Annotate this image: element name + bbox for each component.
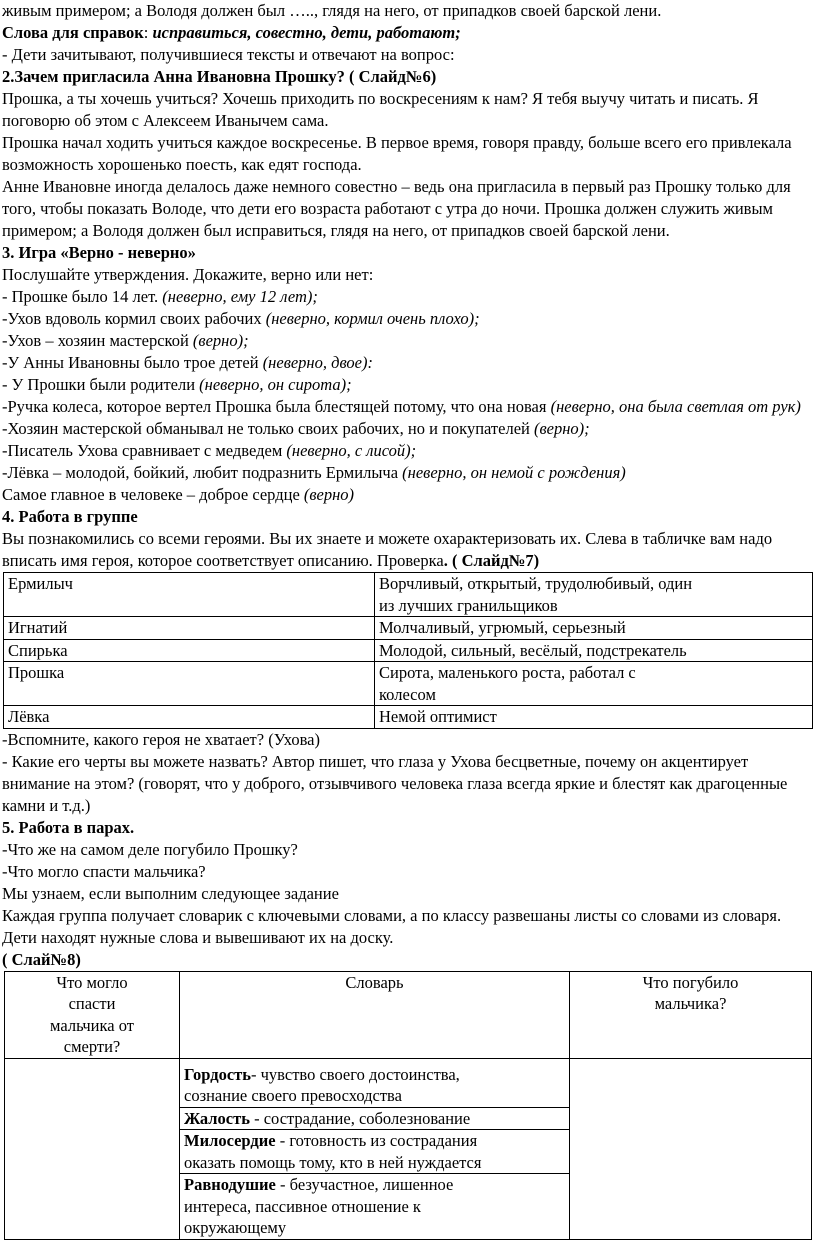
words-for-reference xyxy=(2,22,816,44)
statement-item xyxy=(2,374,816,396)
hero-desc-cell: Немой оптимист xyxy=(375,706,813,729)
dictionary-definition: - сострадание, соболезнование xyxy=(249,1108,471,1128)
section5-title: 5. Работа в парах. xyxy=(2,817,135,837)
hero-desc-cell: Молодой, сильный, весёлый, подстрекатель xyxy=(375,639,813,662)
list-item xyxy=(180,1130,569,1174)
list-item xyxy=(180,1107,569,1130)
dictionary-list xyxy=(180,1064,569,1239)
saved-answer-cell xyxy=(5,1058,180,1239)
section3-intro: Послушайте утверждения. Докажите, верно или нет: xyxy=(2,265,374,284)
dictionary-cell xyxy=(180,1058,570,1239)
statement-item xyxy=(2,308,816,330)
statement-text: -Ухов – хозяин мастерской xyxy=(2,331,193,350)
statement-answer: (неверно, кормил очень плохо); xyxy=(265,309,480,328)
section4-question-2: - Какие его черты вы можете назвать? Автор пишет, что глаза у Ухова бесцветные, почему он акцентирует внимание на этом? (говорят, что у доброго, отзывчивого человека глаза всегда яркие и блестят как драгоценные камни и т.д.) xyxy=(2,751,788,815)
section3-title: 3. Игра «Верно - неверно» xyxy=(2,243,196,262)
statement-text: -Хозяин мастерской обманывал не только своих рабочих, но и покупателей xyxy=(2,419,534,438)
dictionary-term: Гордость xyxy=(184,1064,252,1084)
section5-question-1: -Что же на самом деле погубило Прошку? xyxy=(2,839,298,859)
hero-name-cell: Прошка xyxy=(4,662,375,706)
list-item xyxy=(180,1064,569,1108)
statement-text: - Прошке было 14 лет. xyxy=(2,287,163,306)
reading-instruction: - Дети зачитывают, получившиеся тексты и отвечают на вопрос: xyxy=(2,45,455,64)
intro-line: живым примером; а Володя должен был ….., глядя на него, от припадков своей барской лени. xyxy=(2,1,662,20)
dictionary-term: Милосердие xyxy=(184,1131,276,1150)
statement-answer: (неверно, двое): xyxy=(262,353,373,372)
section5-question-2: -Что могло спасти мальчика? xyxy=(2,861,206,881)
header-dictionary-cell: Словарь xyxy=(180,971,570,1058)
table-row xyxy=(4,573,813,617)
table-row xyxy=(4,617,813,640)
section5-paragraph-2: Каждая группа получает словарик с ключевыми словами, а по классу развешаны листы со словами из словаря. Дети находят нужные слова и вывешивают их на доску. xyxy=(2,905,782,947)
hero-name-cell: Игнатий xyxy=(4,617,375,640)
table-row xyxy=(4,639,813,662)
statement-answer: (верно) xyxy=(303,485,355,504)
statement-item xyxy=(2,352,816,374)
section2-title: 2.Зачем пригласила Анна Ивановна Прошку? ( Слайд№6) xyxy=(2,67,437,86)
heroes-table xyxy=(3,572,813,729)
section2-paragraph-3: Анне Ивановне иногда делалось даже немного совестно – ведь она пригласила в первый раз Прошку только для того, чтобы показать Володе, что дети его возраста работают с утра до ночи. Прошка должен служить живым примером; а Володя должен был исправиться, глядя на него, от припадков своей барской лени. xyxy=(2,177,791,240)
section4-intro-text: Вы познакомились со всеми героями. Вы их знаете и можете охарактеризовать их. Слева в табличке вам надо вписать имя героя, которое соответствует описанию. Проверка xyxy=(2,529,773,570)
dictionary-definition: - чувство своего достоинства, сознание своего превосходства xyxy=(184,1064,460,1105)
section4-intro xyxy=(2,528,816,572)
hero-name-cell: Ермилыч xyxy=(4,573,375,617)
header-saved-cell: Что могло спасти мальчика от смерти? xyxy=(5,971,180,1058)
hero-desc-cell: Ворчливый, открытый, трудолюбивый, один из лучших гранильщиков xyxy=(375,573,813,617)
section4-title: 4. Работа в группе xyxy=(2,507,138,526)
dictionary-definition: - безучастное, лишенное интереса, пассивное отношение к окружающему xyxy=(184,1175,454,1237)
statement-text: -Ручка колеса, которое вертел Прошка была блестящей потому, что она новая xyxy=(2,397,551,416)
hero-desc-cell: Сирота, маленького роста, работал с колесом xyxy=(375,662,813,706)
statement-item xyxy=(2,330,816,352)
hero-name-cell: Лёвка xyxy=(4,706,375,729)
hero-name-cell: Спирька xyxy=(4,639,375,662)
statement-item xyxy=(2,440,816,462)
words-label: Слова для справок xyxy=(2,23,144,42)
statement-item xyxy=(2,484,816,506)
words-list: исправиться, совестно, дети, работают; xyxy=(152,23,461,42)
section2-paragraph-1: Прошка, а ты хочешь учиться? Хочешь приходить по воскресениям к нам? Я тебя выучу читать и писать. Я поговорю об этом с Алексеем Иванычем сама. xyxy=(2,89,759,130)
statement-answer: (неверно, она была светлая от рук) xyxy=(550,397,801,416)
statement-text: -Лёвка – молодой, бойкий, любит подразнить Ермилыча xyxy=(2,463,403,482)
hero-desc-cell: Молчаливый, угрюмый, серьезный xyxy=(375,617,813,640)
section2-paragraph-2: Прошка начал ходить учиться каждое воскресенье. В первое время, говоря правду, больше всего его привлекала возможность хорошенько поесть, как едят господа. xyxy=(2,133,792,174)
statement-text: Самое главное в человеке – доброе сердце xyxy=(2,485,304,504)
table-row xyxy=(4,662,813,706)
dictionary-definition: - готовность из сострадания оказать помощь тому, кто в ней нуждается xyxy=(184,1131,482,1172)
statement-answer: (верно); xyxy=(192,331,249,350)
section5-paragraph-1: Мы узнаем, если выполним следующее задание xyxy=(2,883,339,903)
statement-item xyxy=(2,286,816,308)
table-header-row xyxy=(5,971,812,1058)
section4-question-1: -Вспомните, какого героя не хватает? (Ухова) xyxy=(2,729,321,749)
words-colon: : xyxy=(143,23,153,42)
statement-text: -Писатель Ухова сравнивает с медведем xyxy=(2,441,287,460)
dictionary-term: Равнодушие xyxy=(184,1175,276,1194)
section5-slide: ( Слай№8) xyxy=(2,949,81,969)
table-row xyxy=(5,1058,812,1239)
dictionary-table xyxy=(4,971,812,1240)
ruined-answer-cell xyxy=(570,1058,812,1239)
header-ruined-cell: Что погубило мальчика? xyxy=(570,971,812,1058)
statement-answer: (верно); xyxy=(533,419,590,438)
statement-answer: (неверно, он сирота); xyxy=(199,375,352,394)
list-item xyxy=(180,1174,569,1239)
statement-item xyxy=(2,396,816,418)
statement-text: - У Прошки были родители xyxy=(2,375,200,394)
statement-text: -У Анны Ивановны было трое детей xyxy=(2,353,263,372)
statement-text: -Ухов вдоволь кормил своих рабочих xyxy=(2,309,266,328)
statement-answer: (неверно, он немой с рождения) xyxy=(402,463,626,482)
statement-item xyxy=(2,462,816,484)
table-row xyxy=(4,706,813,729)
statement-item xyxy=(2,418,816,440)
statement-answer: (неверно, с лисой); xyxy=(286,441,417,460)
dictionary-term: Жалость xyxy=(184,1108,250,1128)
section4-slide: . ( Слайд№7) xyxy=(443,551,540,570)
statement-answer: (неверно, ему 12 лет); xyxy=(162,287,318,306)
